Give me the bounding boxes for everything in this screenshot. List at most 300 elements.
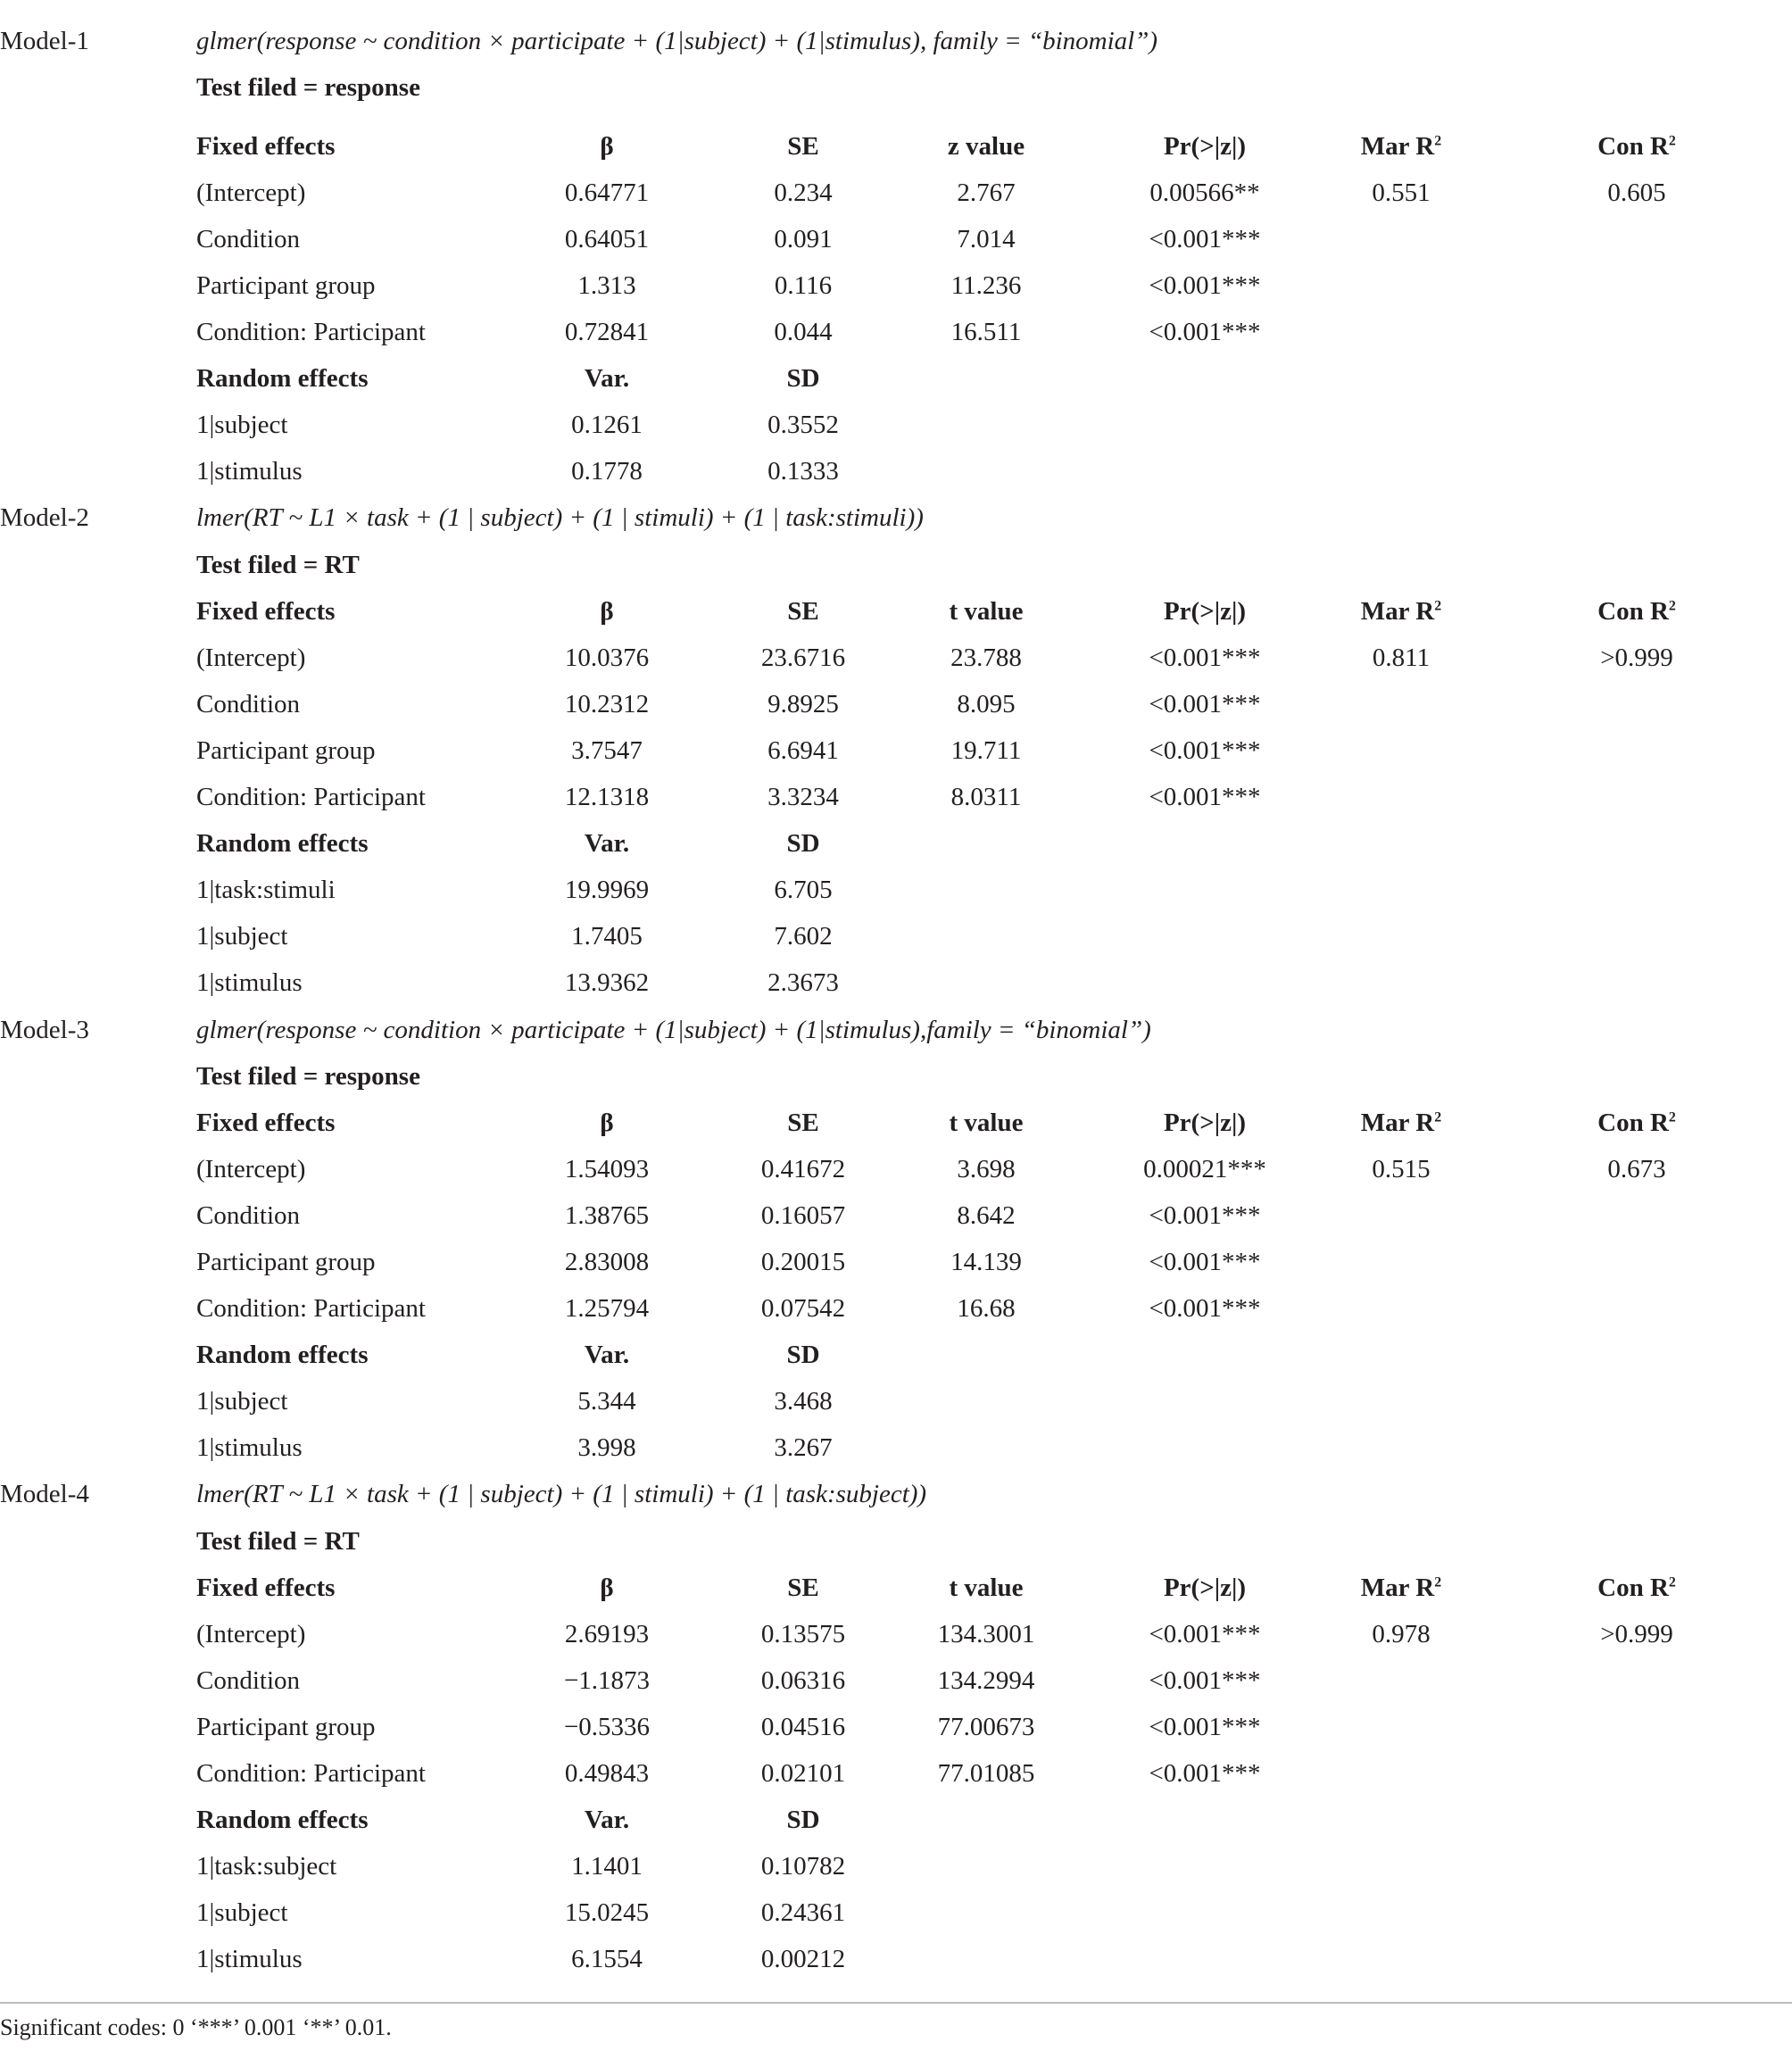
empty-cell: [0, 1379, 196, 1425]
empty-cell: [884, 821, 1089, 868]
random-effect-row: [0, 960, 1792, 1007]
empty-cell: [0, 821, 196, 868]
fixed-effect-row: [0, 635, 1792, 681]
empty-cell: [1089, 356, 1321, 403]
fixed-effect-term: Participant group: [196, 271, 376, 301]
conditional-r2-heading: [1481, 1100, 1792, 1146]
empty-cell: [0, 1611, 196, 1657]
conditional-r2-value: [1481, 1657, 1792, 1704]
marginal-r2-value: [1321, 1192, 1481, 1239]
sd-value: 3.468: [774, 1387, 833, 1416]
marginal-r2-value: 0.551: [1372, 178, 1431, 207]
beta-value: 0.64771: [564, 178, 650, 207]
empty-cell: [1481, 356, 1792, 403]
statistic-value: 134.3001: [937, 1619, 1035, 1648]
fixed-effect-row: [0, 216, 1792, 262]
empty-cell: [1089, 960, 1321, 1007]
test-field-label: Test filed = RT: [196, 550, 360, 579]
empty-cell: [0, 356, 196, 403]
test-field-label: Test filed = RT: [196, 1526, 360, 1556]
variance-value: 13.9362: [564, 968, 650, 998]
empty-cell: [1321, 868, 1481, 914]
empty-cell: [1089, 1844, 1321, 1890]
beta-value: 0.72841: [564, 318, 650, 347]
conditional-r2-value: [1481, 310, 1792, 356]
fixed-effect-term: Condition: Participant: [196, 318, 426, 347]
empty-cell: [0, 1798, 196, 1844]
empty-cell: [1321, 403, 1481, 449]
beta-value: 1.313: [577, 271, 636, 301]
conditional-r2-value: [1481, 1286, 1792, 1333]
significance-footnote: Significant codes: 0 ‘***’ 0.001 ‘**’ 0.01.: [0, 2014, 392, 2040]
se-value: 0.234: [774, 178, 833, 207]
empty-cell: [1321, 960, 1481, 1007]
empty-cell: [1481, 1798, 1792, 1844]
empty-cell: [1321, 449, 1481, 495]
empty-cell: [884, 960, 1089, 1007]
empty-cell: [0, 403, 196, 449]
marginal-r2-value: 0.515: [1372, 1154, 1431, 1183]
empty-cell: [0, 1750, 196, 1797]
model-label: Model-4: [0, 1480, 89, 1509]
fixed-effect-row: [0, 1750, 1792, 1797]
r2-superscript: 2: [1668, 133, 1676, 149]
fixed-effects-heading: Fixed effects: [196, 1108, 336, 1137]
fixed-effect-term: Participant group: [196, 1712, 376, 1741]
empty-cell: [1321, 1844, 1481, 1890]
variance-heading: Var.: [584, 1806, 630, 1835]
statistic-value: 2.767: [957, 178, 1016, 207]
model-formula-row: [0, 1472, 1792, 1518]
fixed-effect-term: Condition: [196, 224, 301, 253]
empty-cell: [884, 1844, 1089, 1890]
conditional-r2-value: >0.999: [1600, 643, 1673, 672]
marginal-r2-heading: [1321, 588, 1481, 635]
conditional-r2-value: 0.673: [1607, 1154, 1666, 1183]
se-value: 0.16057: [760, 1200, 846, 1230]
marginal-r2-value: [1321, 1704, 1481, 1750]
marginal-r2-label: Mar R: [1360, 596, 1435, 626]
empty-cell: [884, 1425, 1089, 1472]
variance-value: 3.998: [577, 1433, 636, 1463]
empty-cell: [1321, 1890, 1481, 1937]
statistic-value: 77.00673: [937, 1712, 1035, 1741]
fixed-effect-term: (Intercept): [196, 178, 306, 207]
empty-cell: [0, 64, 196, 111]
se-value: 0.091: [774, 224, 833, 253]
empty-cell: [0, 1239, 196, 1285]
fixed-effect-row: [0, 681, 1792, 727]
beta-value: 10.2312: [564, 689, 650, 718]
empty-cell: [1089, 821, 1321, 868]
sd-value: 0.10782: [760, 1852, 846, 1881]
fixed-effects-heading: Fixed effects: [196, 596, 336, 626]
statistic-value: 8.095: [957, 689, 1016, 718]
empty-cell: [0, 1518, 196, 1565]
marginal-r2-label: Mar R: [1360, 131, 1435, 161]
p-value: <0.001***: [1149, 318, 1261, 347]
empty-cell: [0, 449, 196, 495]
se-value: 0.13575: [760, 1619, 846, 1648]
beta-value: 0.64051: [564, 224, 650, 253]
empty-cell: [1481, 1333, 1792, 1379]
r2-superscript: 2: [1668, 598, 1676, 614]
se-heading: SE: [787, 131, 819, 161]
p-value: <0.001***: [1149, 271, 1261, 301]
empty-cell: [1321, 1379, 1481, 1425]
variance-value: 19.9969: [564, 876, 650, 905]
beta-value: 1.38765: [564, 1200, 650, 1230]
empty-cell: [0, 170, 196, 216]
empty-cell: [1089, 1333, 1321, 1379]
variance-value: 1.1401: [571, 1852, 643, 1881]
fixed-effect-row: [0, 1286, 1792, 1333]
conditional-r2-value: [1481, 681, 1792, 727]
random-effect-term: 1|subject: [196, 922, 288, 951]
fixed-effect-term: (Intercept): [196, 1619, 306, 1648]
p-value: <0.001***: [1149, 1200, 1261, 1230]
random-effects-heading: Random effects: [196, 1806, 369, 1835]
se-value: 3.3234: [767, 783, 839, 812]
variance-value: 6.1554: [571, 1945, 643, 1974]
random-effect-term: 1|stimulus: [196, 1433, 303, 1463]
marginal-r2-heading: [1321, 1100, 1481, 1146]
random-effect-term: 1|subject: [196, 1898, 288, 1928]
variance-value: 1.7405: [571, 922, 643, 951]
se-value: 0.20015: [760, 1247, 846, 1276]
fixed-effects-header-row: [0, 1100, 1792, 1146]
fixed-effect-row: [0, 1704, 1792, 1750]
model-formula-row: [0, 495, 1792, 542]
random-effect-row: [0, 868, 1792, 914]
test-field-row: [0, 1053, 1792, 1100]
r2-superscript: 2: [1434, 598, 1442, 614]
test-field-row: [0, 64, 1792, 111]
beta-value: 1.54093: [564, 1154, 650, 1183]
fixed-effect-row: [0, 1146, 1792, 1192]
empty-cell: [0, 635, 196, 681]
empty-cell: [0, 1937, 196, 1983]
statistic-value: 16.68: [957, 1294, 1016, 1324]
marginal-r2-value: [1321, 775, 1481, 821]
statistic-value: 11.236: [950, 271, 1022, 301]
random-effect-term: 1|task:subject: [196, 1852, 337, 1881]
test-field-label: Test filed = response: [196, 1061, 420, 1091]
empty-cell: [0, 868, 196, 914]
statistic-value: 7.014: [957, 224, 1016, 253]
se-value: 23.6716: [760, 643, 846, 672]
empty-cell: [0, 542, 196, 588]
p-value-heading: Pr(>|z|): [1163, 1108, 1247, 1137]
empty-cell: [1321, 1937, 1481, 1983]
empty-cell: [0, 681, 196, 727]
p-value: <0.001***: [1149, 689, 1261, 718]
random-effect-term: 1|stimulus: [196, 1945, 303, 1974]
se-heading: SE: [787, 1573, 819, 1602]
sd-heading: SD: [786, 1806, 820, 1835]
conditional-r2-heading: [1481, 588, 1792, 635]
empty-cell: [1481, 403, 1792, 449]
random-effect-row: [0, 1425, 1792, 1472]
fixed-effect-term: Condition: Participant: [196, 1759, 426, 1789]
empty-cell: [0, 1565, 196, 1611]
random-effects-header-row: [0, 1333, 1792, 1379]
fixed-effects-header-row: [0, 123, 1792, 170]
conditional-r2-label: Con R: [1597, 1573, 1669, 1602]
empty-cell: [884, 1937, 1089, 1983]
model-formula: lmer(RT ~ L1 × task + (1 | subject) + (1 | stimuli) + (1 | task:stimuli)): [196, 503, 924, 533]
marginal-r2-value: [1321, 262, 1481, 309]
random-effect-row: [0, 1379, 1792, 1425]
statistic-value: 3.698: [957, 1154, 1016, 1183]
marginal-r2-value: [1321, 1286, 1481, 1333]
marginal-r2-heading: [1321, 123, 1481, 170]
conditional-r2-value: 0.605: [1607, 178, 1666, 207]
beta-value: −1.1873: [563, 1665, 651, 1695]
marginal-r2-value: [1321, 1750, 1481, 1797]
empty-cell: [884, 1890, 1089, 1937]
p-value: 0.00566**: [1149, 178, 1260, 207]
model-results-table: [0, 18, 1792, 1983]
se-value: 0.044: [774, 318, 833, 347]
empty-cell: [1481, 1844, 1792, 1890]
statistic-heading: z value: [947, 131, 1025, 161]
random-effect-term: 1|stimulus: [196, 457, 303, 486]
statistic-heading: t value: [949, 596, 1024, 626]
statistic-heading: t value: [949, 1573, 1024, 1602]
beta-value: 12.1318: [564, 783, 650, 812]
p-value: <0.001***: [1149, 1759, 1261, 1789]
marginal-r2-value: [1321, 1239, 1481, 1285]
marginal-r2-value: [1321, 727, 1481, 774]
model-label: Model-3: [0, 1015, 89, 1044]
empty-cell: [1481, 1379, 1792, 1425]
statistic-value: 14.139: [950, 1247, 1022, 1276]
empty-cell: [0, 1286, 196, 1333]
empty-cell: [1089, 1425, 1321, 1472]
empty-cell: [1089, 1798, 1321, 1844]
empty-cell: [0, 1100, 196, 1146]
random-effect-term: 1|subject: [196, 1387, 288, 1416]
empty-cell: [0, 1704, 196, 1750]
statistic-value: 23.788: [950, 643, 1022, 672]
fixed-effects-header-row: [0, 588, 1792, 635]
sd-value: 2.3673: [767, 968, 839, 998]
random-effects-heading: Random effects: [196, 364, 369, 394]
random-effect-row: [0, 449, 1792, 495]
random-effect-row: [0, 1844, 1792, 1890]
empty-cell: [0, 588, 196, 635]
conditional-r2-label: Con R: [1597, 131, 1669, 161]
sd-heading: SD: [786, 364, 820, 394]
fixed-effect-row: [0, 262, 1792, 309]
model-label: Model-1: [0, 26, 89, 55]
r2-superscript: 2: [1668, 1109, 1676, 1125]
conditional-r2-value: [1481, 1704, 1792, 1750]
fixed-effect-row: [0, 1611, 1792, 1657]
random-effects-heading: Random effects: [196, 1341, 369, 1370]
se-value: 6.6941: [767, 735, 839, 765]
empty-cell: [884, 403, 1089, 449]
empty-cell: [0, 262, 196, 309]
conditional-r2-label: Con R: [1597, 596, 1669, 626]
fixed-effect-term: Condition: Participant: [196, 783, 426, 812]
conditional-r2-value: [1481, 262, 1792, 309]
empty-cell: [1321, 821, 1481, 868]
se-value: 0.07542: [760, 1294, 846, 1324]
test-field-row: [0, 1518, 1792, 1565]
empty-cell: [0, 727, 196, 774]
marginal-r2-value: [1321, 310, 1481, 356]
empty-cell: [0, 775, 196, 821]
marginal-r2-value: [1321, 1657, 1481, 1704]
random-effect-term: 1|subject: [196, 411, 288, 440]
se-value: 0.116: [774, 271, 833, 301]
fixed-effect-row: [0, 1192, 1792, 1239]
empty-cell: [1481, 1425, 1792, 1472]
fixed-effects-heading: Fixed effects: [196, 131, 336, 161]
r2-superscript: 2: [1434, 1574, 1442, 1590]
empty-cell: [1089, 449, 1321, 495]
variance-value: 5.344: [577, 1387, 636, 1416]
r2-superscript: 2: [1668, 1574, 1676, 1590]
sd-value: 7.602: [774, 922, 833, 951]
fixed-effect-term: Condition: Participant: [196, 1294, 426, 1324]
marginal-r2-label: Mar R: [1360, 1108, 1435, 1137]
model-formula: glmer(response ~ condition × participate + (1|subject) + (1|stimulus), family = “binomial”): [196, 26, 1158, 55]
p-value-heading: Pr(>|z|): [1163, 596, 1247, 626]
conditional-r2-value: >0.999: [1600, 1619, 1673, 1648]
fixed-effect-row: [0, 727, 1792, 774]
empty-cell: [0, 960, 196, 1007]
statistic-value: 8.0311: [950, 783, 1022, 812]
p-value: <0.001***: [1149, 783, 1261, 812]
beta-heading: β: [600, 596, 614, 626]
variance-heading: Var.: [584, 829, 630, 859]
empty-cell: [1481, 960, 1792, 1007]
empty-cell: [1089, 914, 1321, 960]
sd-value: 0.3552: [767, 411, 839, 440]
sd-value: 3.267: [774, 1433, 833, 1463]
empty-cell: [884, 868, 1089, 914]
sd-value: 0.1333: [767, 457, 839, 486]
empty-cell: [1321, 1333, 1481, 1379]
fixed-effects-heading: Fixed effects: [196, 1573, 336, 1602]
fixed-effect-term: (Intercept): [196, 1154, 306, 1183]
random-effects-header-row: [0, 821, 1792, 868]
variance-value: 15.0245: [564, 1898, 650, 1928]
conditional-r2-heading: [1481, 123, 1792, 170]
p-value: <0.001***: [1149, 643, 1261, 672]
empty-cell: [1481, 449, 1792, 495]
p-value: <0.001***: [1149, 1619, 1261, 1648]
empty-cell: [1321, 914, 1481, 960]
fixed-effect-term: Participant group: [196, 1247, 376, 1276]
empty-cell: [1089, 1379, 1321, 1425]
beta-value: 10.0376: [564, 643, 650, 672]
conditional-r2-heading: [1481, 1565, 1792, 1611]
sd-value: 0.24361: [760, 1898, 846, 1928]
fixed-effect-term: Condition: [196, 1665, 301, 1695]
marginal-r2-value: 0.811: [1372, 643, 1431, 672]
empty-cell: [1481, 1890, 1792, 1937]
empty-cell: [0, 914, 196, 960]
fixed-effect-row: [0, 310, 1792, 356]
empty-cell: [1481, 1937, 1792, 1983]
sd-value: 0.00212: [760, 1945, 846, 1974]
marginal-r2-label: Mar R: [1360, 1573, 1435, 1602]
beta-heading: β: [600, 1573, 614, 1602]
model-formula-row: [0, 18, 1792, 64]
p-value: <0.001***: [1149, 1665, 1261, 1695]
se-value: 0.04516: [760, 1712, 846, 1741]
empty-cell: [884, 914, 1089, 960]
empty-cell: [1481, 821, 1792, 868]
statistic-value: 134.2994: [937, 1665, 1035, 1695]
marginal-r2-value: 0.978: [1372, 1619, 1431, 1648]
statistic-value: 8.642: [957, 1200, 1016, 1230]
spacer-row: [0, 111, 1792, 123]
empty-cell: [0, 310, 196, 356]
empty-cell: [0, 216, 196, 262]
fixed-effect-term: (Intercept): [196, 643, 306, 672]
empty-cell: [1481, 868, 1792, 914]
empty-cell: [884, 449, 1089, 495]
se-value: 0.41672: [760, 1154, 846, 1183]
fixed-effect-row: [0, 1657, 1792, 1704]
model-label: Model-2: [0, 503, 89, 533]
beta-value: 2.69193: [564, 1619, 650, 1648]
empty-cell: [0, 1425, 196, 1472]
marginal-r2-value: [1321, 216, 1481, 262]
conditional-r2-value: [1481, 1750, 1792, 1797]
model-results-body: [0, 18, 1792, 1983]
random-effects-heading: Random effects: [196, 829, 369, 859]
statistic-value: 16.511: [950, 318, 1022, 347]
empty-cell: [0, 1053, 196, 1100]
empty-cell: [884, 1333, 1089, 1379]
fixed-effect-row: [0, 170, 1792, 216]
p-value: <0.001***: [1149, 1247, 1261, 1276]
empty-cell: [1089, 868, 1321, 914]
fixed-effect-row: [0, 775, 1792, 821]
conditional-r2-value: [1481, 727, 1792, 774]
statistic-heading: t value: [949, 1108, 1024, 1137]
p-value: <0.001***: [1149, 224, 1261, 253]
se-heading: SE: [787, 1108, 819, 1137]
r2-superscript: 2: [1434, 133, 1442, 149]
r2-superscript: 2: [1434, 1109, 1442, 1125]
empty-cell: [0, 1844, 196, 1890]
marginal-r2-heading: [1321, 1565, 1481, 1611]
empty-cell: [884, 1798, 1089, 1844]
statistic-value: 77.01085: [937, 1759, 1035, 1789]
p-value: 0.00021***: [1143, 1154, 1266, 1183]
beta-value: 2.83008: [564, 1247, 650, 1276]
fixed-effect-term: Participant group: [196, 735, 376, 765]
model-formula-row: [0, 1007, 1792, 1053]
random-effect-row: [0, 914, 1792, 960]
variance-heading: Var.: [584, 1341, 630, 1370]
random-effects-header-row: [0, 1798, 1792, 1844]
empty-cell: [1321, 1425, 1481, 1472]
p-value: <0.001***: [1149, 1712, 1261, 1741]
random-effects-header-row: [0, 356, 1792, 403]
beta-value: −0.5336: [563, 1712, 651, 1741]
se-value: 0.02101: [760, 1759, 846, 1789]
statistic-value: 19.711: [950, 735, 1022, 765]
empty-cell: [0, 123, 196, 170]
